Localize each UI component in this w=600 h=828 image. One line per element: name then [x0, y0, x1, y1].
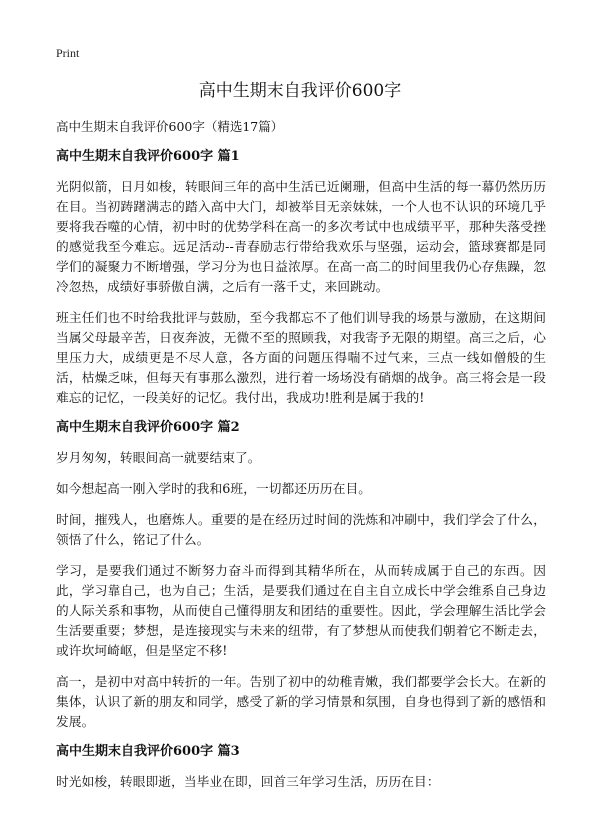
- section-heading: 高中生期末自我评价600字 篇1: [56, 149, 240, 164]
- paragraph: 班主任们也不时给我批评与鼓励，至今我都忘不了他们训导我的场景与激励，在这期间当属父母最辛苦，日夜奔波，无微不至的照顾我，对我寄予无限的期望。高三之后，心里压力大，成绩更是不尽人意，各方面的问题压得喘不过气来，三点一线如僧般的生活，枯燥乏味，但每天有事那么激烈，进行着一场场没有硝烟的战争。高三将会是一段难忘的记忆，一段美好的记忆。我付出，我成功!胜利是属于我的!: [56, 310, 546, 405]
- document-body: [56, 118, 546, 803]
- paragraph: 学习，是要我们通过不断努力奋斗而得到其精华所在，从而转成属于自己的东西。因此，学习靠自己，也为自己；生活，是要我们通过在自主自立成长中学会维系自己身边的人际关系和事物，从而使自己懂得朋友和团结的重要性。因此，学会理解生活比学会生活要重要；梦想，是连接现实与未来的纽带，有了梦想从而使我们朝着它不断走去，或许坎坷崎岖，但是坚定不移!: [56, 563, 546, 658]
- paragraph: 时间，摧残人，也磨炼人。重要的是在经历过时间的洗炼和冲刷中，我们学会了什么，领悟了什么，铭记了什么。: [56, 512, 546, 547]
- paragraph: 高一，是初中对高中转折的一年。告别了初中的幼稚青嫩，我们都要学会长大。在新的集体，认识了新的朋友和同学，感受了新的学习情景和氛围，自身也得到了新的感悟和发展。: [56, 674, 546, 729]
- document-title: 高中生期末自我评价600字: [198, 81, 402, 101]
- section-heading: 高中生期末自我评价600字 篇3: [56, 744, 240, 759]
- section-heading: 高中生期末自我评价600字 篇2: [56, 420, 240, 435]
- print-label[interactable]: Print: [56, 46, 80, 60]
- paragraph: 时光如梭，转眼即逝，当毕业在即，回首三年学习生活，历历在目：: [56, 774, 440, 789]
- paragraph: 岁月匆匆，转眼间高一就要结束了。: [56, 450, 261, 465]
- document-subtitle: 高中生期末自我评价600字（精选17篇）: [56, 119, 284, 134]
- paragraph: 如今想起高一刚入学时的我和6班，一切都还历历在目。: [56, 481, 372, 496]
- paragraph: 光阴似箭，日月如梭，转眼间三年的高中生活已近阑珊，但高中生活的每一幕仍然历历在目。当初踌躇满志的踏入高中大门，却被举目无亲妹妹，一个人也不认识的环境几乎要将我吞噬的心情，初中时的优势学科在高一的多次考试中也成绩平平，那种失落受挫的感觉我至今难忘。远足活动--青春励志行带给我欢乐与坚强，运动会，篮球赛都是同学们的凝聚力不断增强，学习分为也日益浓厚。在高一高二的时间里我仍心存焦躁，忽冷忽热，成绩好事骄傲自满，之后有一落千丈，来回跳动。: [56, 179, 546, 294]
